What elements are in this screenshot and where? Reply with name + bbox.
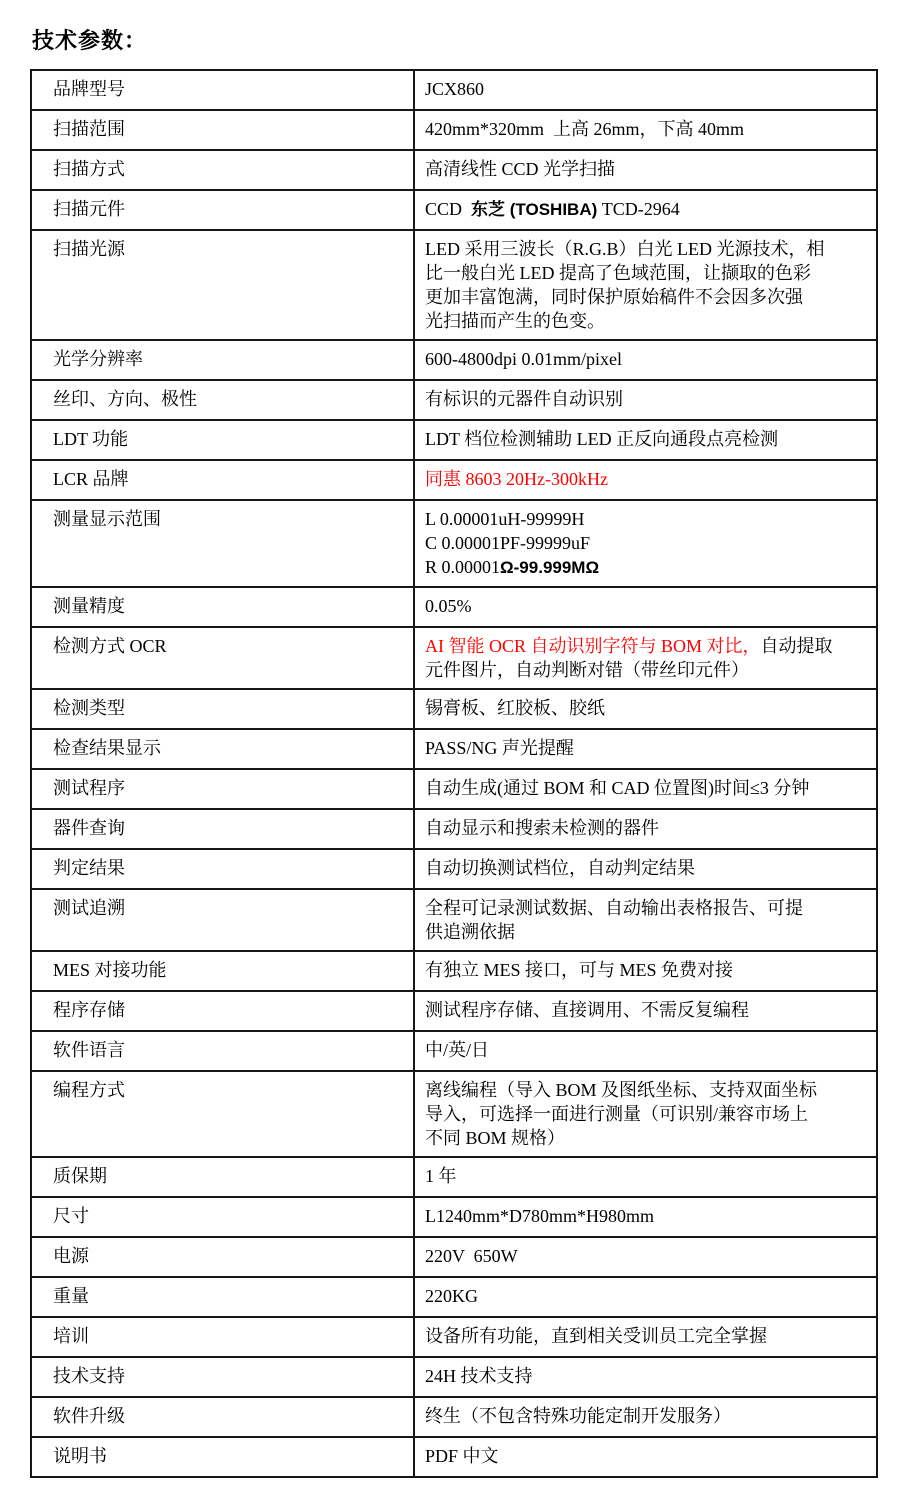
spec-value-line <box>425 117 866 141</box>
spec-row <box>31 1357 877 1397</box>
spec-value-cell <box>414 1277 877 1317</box>
value-text: 供追溯依据 <box>425 922 515 942</box>
value-text: 高清线性 CCD 光学扫描 <box>425 159 616 179</box>
value-text: 终生（不包含特殊功能定制开发服务） <box>425 1406 731 1426</box>
spec-label-cell: 扫描光源 <box>31 230 414 340</box>
spec-row <box>31 587 877 627</box>
spec-value-line <box>425 1204 866 1228</box>
spec-value-cell <box>414 991 877 1031</box>
spec-value-cell <box>414 230 877 340</box>
spec-row <box>31 190 877 230</box>
spec-value-cell <box>414 769 877 809</box>
value-text: 不同 BOM 规格） <box>425 1128 566 1148</box>
spec-row <box>31 991 877 1031</box>
value-text: JCX860 <box>425 79 485 99</box>
spec-value-cell <box>414 587 877 627</box>
spec-value-cell <box>414 1397 877 1437</box>
spec-row <box>31 627 877 689</box>
spec-label-cell: 编程方式 <box>31 1071 414 1157</box>
value-text: 600-4800dpi 0.01mm/pixel <box>425 349 622 369</box>
spec-value-line <box>425 1126 866 1150</box>
spec-row <box>31 150 877 190</box>
spec-label-cell: 程序存储 <box>31 991 414 1031</box>
spec-label-cell: 测量显示范围 <box>31 500 414 587</box>
spec-value-cell <box>414 190 877 230</box>
spec-value-cell <box>414 110 877 150</box>
value-text: 有标识的元器件自动识别 <box>425 389 623 409</box>
spec-value-line <box>425 696 866 720</box>
spec-row <box>31 1397 877 1437</box>
spec-value-line <box>425 1164 866 1188</box>
value-text: 比一般白光 LED 提高了色域范围，让撷取的色彩 <box>425 263 811 283</box>
spec-value-line <box>425 776 866 800</box>
spec-value-cell <box>414 889 877 951</box>
spec-row <box>31 1277 877 1317</box>
value-text: 1 年 <box>425 1166 457 1186</box>
value-text: LDT 档位检测辅助 LED 正反向通段点亮检测 <box>425 429 779 449</box>
spec-label-cell: 判定结果 <box>31 849 414 889</box>
spec-value-line <box>425 896 866 920</box>
value-text: 0.05% <box>425 596 472 616</box>
spec-row <box>31 1197 877 1237</box>
spec-row <box>31 1031 877 1071</box>
spec-row <box>31 230 877 340</box>
spec-value-cell <box>414 420 877 460</box>
spec-value-cell <box>414 1071 877 1157</box>
spec-row <box>31 110 877 150</box>
value-text: 全程可记录测试数据、自动输出表格报告、可提 <box>425 898 803 918</box>
spec-value-line <box>425 197 866 222</box>
value-text: C 0.00001PF-99999uF <box>425 533 591 553</box>
spec-value-line <box>425 1102 866 1126</box>
value-text: 自动提取 <box>760 636 833 656</box>
spec-label-cell: MES 对接功能 <box>31 951 414 991</box>
spec-row <box>31 809 877 849</box>
value-text: CCD <box>425 199 472 219</box>
value-text: R 0.00001 <box>425 557 501 577</box>
spec-label-cell: 软件升级 <box>31 1397 414 1437</box>
spec-row <box>31 1157 877 1197</box>
spec-value-cell <box>414 809 877 849</box>
spec-value-cell <box>414 1157 877 1197</box>
value-text: 420mm*320mm 上高 26mm，下高 40mm <box>425 119 745 139</box>
value-text: TCD-2964 <box>597 199 680 219</box>
value-text: 有独立 MES 接口，可与 MES 免费对接 <box>425 960 734 980</box>
spec-row <box>31 380 877 420</box>
spec-value-line <box>425 958 866 982</box>
spec-label-cell: 质保期 <box>31 1157 414 1197</box>
value-text: 更加丰富饱满，同时保护原始稿件不会因多次强 <box>425 287 803 307</box>
spec-row <box>31 849 877 889</box>
spec-value-cell <box>414 1357 877 1397</box>
spec-value-line <box>425 157 866 181</box>
value-text: 中/英/日 <box>425 1040 490 1060</box>
spec-value-line <box>425 1324 866 1348</box>
spec-row <box>31 889 877 951</box>
spec-label-cell: 重量 <box>31 1277 414 1317</box>
spec-value-line <box>425 1444 866 1468</box>
spec-label-cell: 检查结果显示 <box>31 729 414 769</box>
spec-value-line <box>425 347 866 371</box>
spec-value-line <box>425 237 866 261</box>
spec-label-cell: LDT 功能 <box>31 420 414 460</box>
value-text: 锡膏板、红胶板、胶纸 <box>425 698 605 718</box>
spec-row <box>31 500 877 587</box>
spec-value-cell <box>414 1437 877 1477</box>
spec-value-cell <box>414 500 877 587</box>
spec-value-line <box>425 531 866 555</box>
spec-value-cell <box>414 1031 877 1071</box>
spec-label-cell: 尺寸 <box>31 1197 414 1237</box>
spec-label-cell: 器件查询 <box>31 809 414 849</box>
spec-label-cell: 说明书 <box>31 1437 414 1477</box>
spec-value-line <box>425 387 866 411</box>
spec-value-line <box>425 309 866 333</box>
value-text: Ω-99.999MΩ <box>500 558 600 577</box>
spec-row <box>31 1437 877 1477</box>
value-text: 自动切换测试档位，自动判定结果 <box>425 858 695 878</box>
spec-value-cell <box>414 1237 877 1277</box>
spec-value-cell <box>414 150 877 190</box>
spec-value-line <box>425 1364 866 1388</box>
value-text: 220V 650W <box>425 1246 518 1266</box>
spec-row <box>31 340 877 380</box>
value-text: 光扫描而产生的色变。 <box>425 311 605 331</box>
spec-value-line <box>425 467 866 491</box>
spec-label-cell: 检测类型 <box>31 689 414 729</box>
highlighted-text: AI 智能 OCR 自动识别字符与 BOM 对比， <box>425 636 761 656</box>
spec-label-cell: 丝印、方向、极性 <box>31 380 414 420</box>
value-text: 220KG <box>425 1286 478 1306</box>
spec-value-line <box>425 507 866 531</box>
spec-label-cell: LCR 品牌 <box>31 460 414 500</box>
value-text: L 0.00001uH-99999H <box>425 509 585 529</box>
value-text: 自动显示和搜索未检测的器件 <box>425 818 659 838</box>
spec-value-cell <box>414 70 877 110</box>
spec-value-line <box>425 1078 866 1102</box>
spec-value-line <box>425 736 866 760</box>
spec-value-cell <box>414 627 877 689</box>
spec-label-cell: 光学分辨率 <box>31 340 414 380</box>
spec-value-line <box>425 285 866 309</box>
spec-row <box>31 1237 877 1277</box>
spec-value-line <box>425 634 866 658</box>
value-text: PASS/NG 声光提醒 <box>425 738 574 758</box>
highlighted-text: 同惠 8603 20Hz-300kHz <box>425 469 608 489</box>
spec-value-line <box>425 1284 866 1308</box>
spec-value-cell <box>414 1317 877 1357</box>
spec-row <box>31 70 877 110</box>
spec-label-cell: 扫描元件 <box>31 190 414 230</box>
spec-value-cell <box>414 340 877 380</box>
spec-row <box>31 1071 877 1157</box>
spec-value-cell <box>414 1197 877 1237</box>
spec-label-cell: 培训 <box>31 1317 414 1357</box>
spec-label-cell: 电源 <box>31 1237 414 1277</box>
value-text: PDF 中文 <box>425 1446 499 1466</box>
spec-value-cell <box>414 951 877 991</box>
value-text: 测试程序存储、直接调用、不需反复编程 <box>425 1000 749 1020</box>
value-text: 东芝 (TOSHIBA) <box>471 200 598 219</box>
spec-row <box>31 689 877 729</box>
spec-value-cell <box>414 460 877 500</box>
spec-value-line <box>425 1404 866 1428</box>
spec-table <box>30 69 878 1478</box>
spec-row <box>31 460 877 500</box>
value-text: 自动生成(通过 BOM 和 CAD 位置图)时间≤3 分钟 <box>425 778 810 798</box>
spec-label-cell: 软件语言 <box>31 1031 414 1071</box>
spec-value-line <box>425 427 866 451</box>
spec-label-cell: 测试追溯 <box>31 889 414 951</box>
spec-label-cell: 扫描方式 <box>31 150 414 190</box>
spec-value-line <box>425 77 866 101</box>
value-text: LED 采用三波长（R.G.B）白光 LED 光源技术，相 <box>425 239 825 259</box>
spec-row <box>31 729 877 769</box>
spec-label-cell: 扫描范围 <box>31 110 414 150</box>
spec-value-line <box>425 658 866 682</box>
spec-label-cell: 测试程序 <box>31 769 414 809</box>
spec-row <box>31 420 877 460</box>
spec-label-cell: 测量精度 <box>31 587 414 627</box>
spec-value-cell <box>414 689 877 729</box>
spec-value-line <box>425 856 866 880</box>
spec-value-line <box>425 1244 866 1268</box>
page-title: 技术参数： <box>32 28 148 53</box>
spec-value-line <box>425 594 866 618</box>
spec-table-body <box>31 70 877 1477</box>
spec-value-line <box>425 555 866 580</box>
value-text: 离线编程（导入 BOM 及图纸坐标、支持双面坐标 <box>425 1080 818 1100</box>
spec-value-line <box>425 998 866 1022</box>
spec-row <box>31 769 877 809</box>
spec-value-cell <box>414 849 877 889</box>
spec-value-line <box>425 920 866 944</box>
spec-label-cell: 技术支持 <box>31 1357 414 1397</box>
spec-row <box>31 1317 877 1357</box>
spec-value-cell <box>414 380 877 420</box>
spec-label-cell: 检测方式 OCR <box>31 627 414 689</box>
spec-value-line <box>425 816 866 840</box>
spec-row <box>31 951 877 991</box>
spec-value-line <box>425 1038 866 1062</box>
value-text: L1240mm*D780mm*H980mm <box>425 1206 654 1226</box>
value-text: 导入，可选择一面进行测量（可识别/兼容市场上 <box>425 1104 808 1124</box>
value-text: 24H 技术支持 <box>425 1366 533 1386</box>
spec-label-cell: 品牌型号 <box>31 70 414 110</box>
spec-value-cell <box>414 729 877 769</box>
spec-value-line <box>425 261 866 285</box>
value-text: 设备所有功能，直到相关受训员工完全掌握 <box>425 1326 767 1346</box>
value-text: 元件图片，自动判断对错（带丝印元件） <box>425 660 749 680</box>
